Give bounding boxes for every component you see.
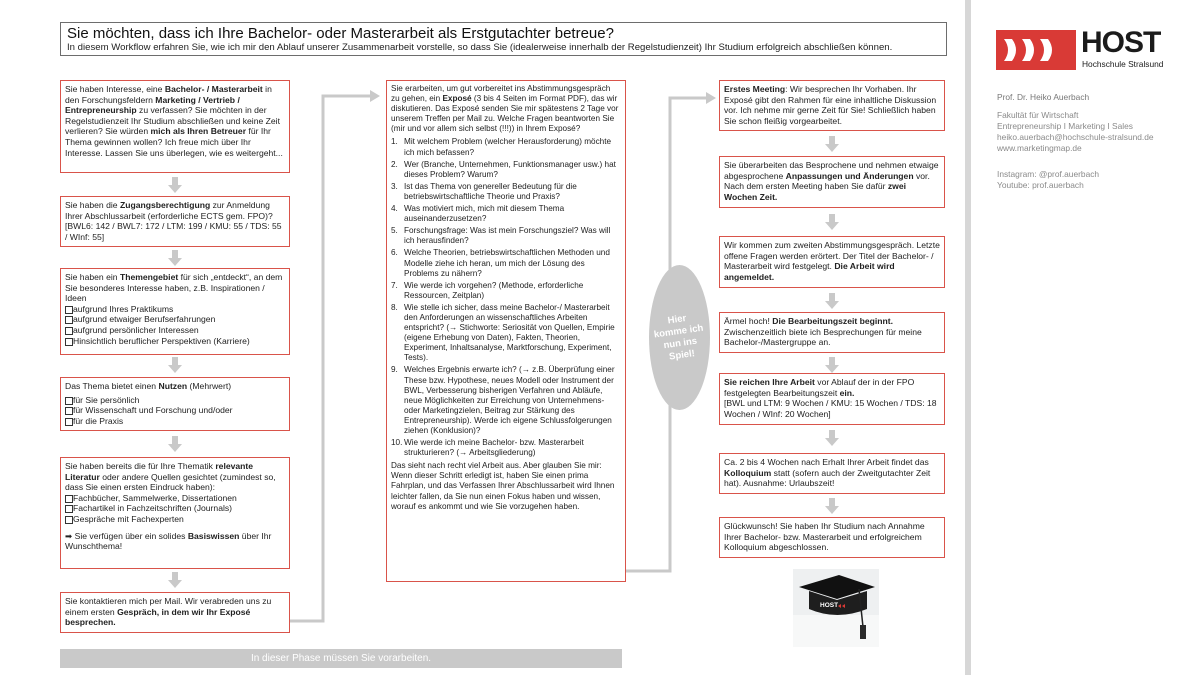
step-revision-bold-2: zwei Wochen Zeit. xyxy=(724,181,907,202)
question-list xyxy=(391,137,621,458)
step-literature-box xyxy=(60,457,290,569)
question-text: Wie werde ich meine Bachelor- bzw. Masterarbeit strukturieren? (→ Arbeitsgliederung) xyxy=(404,438,584,458)
step-contact-text: Sie kontaktieren mich per Mail. Wir verabreden uns zu einem ersten xyxy=(65,596,272,617)
step-colloquium-bold: Kolloquium xyxy=(724,467,772,478)
step-interest-bold-3: mich als Ihren Betreuer xyxy=(150,126,247,137)
question-number: 7. xyxy=(391,280,398,290)
question-text: Wie werde ich vorgehen? (Methode, erforderliche Ressourcen, Zeitplan) xyxy=(404,280,584,300)
question-item xyxy=(391,204,621,224)
arrow-down xyxy=(825,136,839,152)
arrow-down xyxy=(825,293,839,309)
expose-intro-text-1: Sie erarbeiten, um gut vorbereitet ins Abstimmungsgespräch zu gehen, ein xyxy=(391,84,611,104)
step-revision-bold-1: Anpassungen und Änderungen xyxy=(785,170,914,181)
question-item xyxy=(391,303,621,364)
question-item xyxy=(391,438,621,458)
expose-intro-text-2: (3 bis 4 Seiten im Format PDF), das wir diskutieren. Das Exposé senden Sie mir spätestens 2 Tage vor unserem Treffen per Mail zu. Welche Fragen beantworten Sie (mir und vor allem sich selbst (!!!)) in Ihrem Exposé? xyxy=(391,94,619,134)
logo-wordmark: HOST xyxy=(1081,26,1161,59)
question-number: 5. xyxy=(391,226,398,236)
website-link[interactable]: www.marketingmap.de xyxy=(997,143,1082,153)
question-number: 6. xyxy=(391,248,398,258)
logo-subtitle: Hochschule Stralsund xyxy=(1082,59,1164,69)
step-processing-bold: Die Bearbeitungszeit beginnt. xyxy=(772,316,894,326)
checkbox-item: für die Praxis xyxy=(65,416,285,427)
step-literature-text-2: oder andere Quellen gesichtet (zumindest so, dass Sie einen ersten Eindruck haben): xyxy=(65,471,276,493)
step-second-meeting-text: Wir kommen zum zweiten Abstimmungsgespräch. Letzte offene Fragen werden erörtert. Der Titel der Bachelor- / Masterarbeit wird festgelegt. xyxy=(724,240,940,272)
step-colloquium-text-2: statt (sofern auch der Zweitgutachter Zeit hat). Ausnahme: Urlaubszeit! xyxy=(724,467,931,489)
checkbox-item: aufgrund Ihres Praktikums xyxy=(65,304,285,315)
checkbox-item: Fachbücher, Sammelwerke, Dissertationen xyxy=(65,493,285,504)
arrow-down xyxy=(168,177,182,193)
question-text: Forschungsfrage: Was ist mein Forschungsziel? Was will ich herausfinden? xyxy=(404,226,611,246)
question-text: Mit welchem Problem (welcher Herausforderung) möchte ich mich befassen? xyxy=(404,137,612,157)
question-text: Ist das Thema von genereller Bedeutung für die betriebswirtschaftliche Theorie und Praxis? xyxy=(404,181,577,201)
step-value-bold: Nutzen xyxy=(158,381,188,391)
connector-col1-to-col2 xyxy=(290,96,370,621)
step-first-meeting-box xyxy=(719,80,945,131)
page-subtitle: In diesem Workflow erfahren Sie, wie ich mir den Ablauf unserer Zusammenarbeit vorstelle, so dass Sie (idealerweise innerhalb der Regelstudienzeit) Ihr Studium erfolgreich abschließen können. xyxy=(67,42,893,53)
callout-oval-text: Hier komme ich nun ins Spiel! xyxy=(653,312,704,363)
step-value-text-2: (Mehrwert) xyxy=(187,381,232,391)
question-number: 10. xyxy=(391,438,403,448)
step-processing-text-2: Zwischenzeitlich biete ich Besprechungen für meine Bachelor-/Mastergruppe an. xyxy=(724,326,922,348)
checkbox-item: für Sie persönlich xyxy=(65,395,285,406)
step-interest-bold-1: Bachelor- / Masterarbeit xyxy=(164,84,263,94)
arrow-down xyxy=(825,357,839,373)
graduation-cap-photo xyxy=(793,569,879,647)
step-submission-bold-2: ein. xyxy=(839,387,855,398)
step-value-box xyxy=(60,377,290,431)
step-interest-text-1: Sie haben Interesse, eine xyxy=(65,84,165,94)
arrow-down xyxy=(168,572,182,588)
faculty-line: Fakultät für Wirtschaft xyxy=(997,110,1079,120)
step-interest-box xyxy=(60,80,290,173)
arrowhead-col2 xyxy=(370,90,380,102)
graduation-cap-icon xyxy=(793,569,879,647)
question-text: Was motiviert mich, mich mit diesem Thema auseinanderzusetzen? xyxy=(404,204,565,224)
step-submission-weeks: [BWL und LTM: 9 Wochen / KMU: 15 Wochen / TDS: 18 Wochen / WInf: 20 Wochen] xyxy=(724,398,937,419)
expose-box xyxy=(386,80,626,582)
checkbox-item: aufgrund etwaiger Berufserfahrungen xyxy=(65,314,285,325)
question-number: 4. xyxy=(391,204,398,214)
step-interest-text-3: zu verfassen? Sie möchten in der Regelstudienzeit Ihr Studium abschließen und keine Zeit verlieren? Sie würden xyxy=(65,105,280,137)
expose-intro-bold: Exposé xyxy=(442,94,472,104)
step-congrats-box xyxy=(719,517,945,558)
arrow-right-icon: ➡ xyxy=(65,530,73,541)
arrow-down xyxy=(825,214,839,230)
chevron-marks-icon xyxy=(996,30,1076,70)
arrow-down xyxy=(168,250,182,266)
step-interest-bold-2: Marketing / Vertrieb / Entrepreneurship xyxy=(65,94,240,116)
arrowhead-col3 xyxy=(706,92,716,104)
question-text: Welche Theorien, betriebswirtschaftlichen Methoden und Modelle ziehe ich heran, um mich der Lösung des Problems zu nähern? xyxy=(404,248,610,278)
arrow-down xyxy=(168,436,182,452)
step-literature-text-1: Sie haben bereits die für Ihre Thematik xyxy=(65,461,216,471)
question-number: 9. xyxy=(391,365,398,375)
step-eligibility-text-2: zur Anmeldung Ihrer Abschlussarbeit (erforderliche ECTS gem. FPO)? xyxy=(65,200,273,221)
question-text: Welches Ergebnis erwarte ich? (→ z.B. Überprüfung einer These bzw. Hypothese, neues Modell oder Instrument der BWL, Verbesserung bisherigen Verfahren und Abläufe, neue Möglichkeiten zur Erreichung von Unternehmens- oder Marketingzielen, Beitrag zur Stärkung des Entrepreneurship). Werde ich eigene Schlussfolgerungen ziehen (Konklusion)? xyxy=(404,365,615,435)
step-submission-box xyxy=(719,373,945,425)
step-congrats-text: Glückwunsch! Sie haben Ihr Studium nach Annahme Ihrer Bachelor- bzw. Masterarbeit und erfolgreichem Kolloquium abgeschlossen. xyxy=(724,521,925,553)
question-number: 8. xyxy=(391,302,398,312)
question-text: Wie stelle ich sicher, dass meine Bachelor-/ Masterarbeit den Anforderungen an wissenschaftliches Arbeiten entspricht? (→ Stichworte: Seriosität von Quellen, Empirie (eigene Erhebung von Daten), Fakten, Theorien, Experiment, Inhaltsanalyse, Marktforschung, Experiment, Tests). xyxy=(404,302,615,363)
expose-outro-text: Das sieht nach recht viel Arbeit aus. Aber glauben Sie mir: Wenn dieser Schritt erledigt ist, haben Sie einen prima Fahrplan, und das Verfassen Ihrer Abschlussarbeit wird Ihnen leichter fallen, da Sie nun einen Fokus haben und wissen, worauf es ankommt und wie Sie vorzugehen haben. xyxy=(391,461,615,511)
checkbox-item: Gespräche mit Fachexperten xyxy=(65,514,285,525)
email-link[interactable]: heiko.auerbach@hochschule-stralsund.de xyxy=(997,132,1154,142)
arrow-down xyxy=(168,357,182,373)
checkbox-item: Hinsichtlich beruflicher Perspektiven (Karriere) xyxy=(65,336,285,347)
step-submission-bold-1: Sie reichen Ihre Arbeit xyxy=(724,377,815,387)
step-value-text-1: Das Thema bietet einen xyxy=(65,381,159,391)
question-item xyxy=(391,137,621,157)
callout-oval xyxy=(649,265,710,410)
professor-name: Prof. Dr. Heiko Auerbach xyxy=(997,92,1090,102)
step-literature-bold: relevante Literatur xyxy=(65,461,254,482)
step-eligibility-text-1: Sie haben die xyxy=(65,200,120,210)
step-colloquium-box xyxy=(719,453,945,494)
step-topic-text-1: Sie haben ein xyxy=(65,272,120,282)
step-literature-text-4: über Ihr Wunschthema! xyxy=(65,530,272,552)
arrow-down xyxy=(825,498,839,514)
step-processing-box xyxy=(719,312,945,353)
step-topic-text-2: für sich „entdeckt“, an dem Sie besonderes Interesse haben, z.B. Inspirationen / Ideen xyxy=(65,272,283,304)
arrow-down xyxy=(825,430,839,446)
step-submission-text-1: vor Ablauf der in der FPO festgelegten Bearbeitungszeit xyxy=(724,377,915,398)
youtube-link[interactable]: Youtube: prof.auerbach xyxy=(997,180,1084,190)
step-interest-text-2: in den Forschungsfeldern xyxy=(65,84,272,105)
question-number: 1. xyxy=(391,137,398,147)
step-eligibility-ects: [BWL6: 142 / BWL7: 172 / LTM: 199 / KMU: 55 / TDS: 55 / WInf: 55] xyxy=(65,221,282,242)
step-first-meeting-text: : Wir besprechen Ihr Vorhaben. Ihr Exposé gibt den Rahmen für eine inhaltliche Diskussion vor. Ich nehme mir gerne Zeit für Sie! Schließlich haben Sie schon fleißig vorgearbeitet. xyxy=(724,84,937,126)
question-item xyxy=(391,182,621,202)
fields-line: Entrepreneurship I Marketing I Sales xyxy=(997,121,1133,131)
step-second-meeting-box xyxy=(719,236,945,288)
step-interest-text-4: für Ihr Thema gewinnen wollen? Ich freue mich über Ihr Interesse. Lassen Sie uns überlegen, wie es weitergeht... xyxy=(65,126,283,158)
step-contact-box xyxy=(60,592,290,633)
question-number: 2. xyxy=(391,159,398,169)
logo-chevrons-icon xyxy=(996,30,1076,70)
phase-bar: In dieser Phase müssen Sie vorarbeiten. xyxy=(60,649,622,668)
question-item xyxy=(391,226,621,246)
question-item xyxy=(391,160,621,180)
question-item xyxy=(391,281,621,301)
checkbox-item: aufgrund persönlicher Interessen xyxy=(65,325,285,336)
page-title: Sie möchten, dass ich Ihre Bachelor- oder Masterarbeit als Erstgutachter betreue? xyxy=(67,25,614,42)
step-topic-bold: Themengebiet xyxy=(119,272,179,282)
step-eligibility-box xyxy=(60,196,290,247)
question-item xyxy=(391,365,621,436)
step-first-meeting-bold: Erstes Meeting xyxy=(724,84,786,94)
question-text: Wer (Branche, Unternehmen, Funktionsmanager usw.) hat dieses Problem? Warum? xyxy=(404,159,616,179)
step-second-meeting-bold: Die Arbeit wird angemeldet. xyxy=(724,261,895,282)
step-colloquium-text-1: Ca. 2 bis 4 Wochen nach Erhalt Ihrer Arbeit findet das xyxy=(724,457,929,467)
step-revision-box xyxy=(719,156,945,208)
step-contact-bold: Gespräch, in dem wir Ihr Exposé besprechen. xyxy=(65,606,251,628)
host-logo xyxy=(996,26,1174,70)
step-revision-text-2: vor. Nach dem ersten Meeting haben Sie dafür xyxy=(724,170,930,192)
instagram-link[interactable]: Instagram: @prof.auerbach xyxy=(997,169,1100,179)
step-topic-box xyxy=(60,268,290,355)
question-number: 3. xyxy=(391,181,398,191)
step-eligibility-bold: Zugangsberechtigung xyxy=(119,200,211,210)
step-processing-text-1: Ärmel hoch! xyxy=(724,316,773,326)
step-literature-bold-2: Basiswissen xyxy=(187,530,240,541)
step-revision-text-1: Sie überarbeiten das Besprochene und nehmen etwaige abgesprochene xyxy=(724,160,939,181)
cap-label: HOST xyxy=(820,602,839,609)
question-item xyxy=(391,248,621,278)
checkbox-item: für Wissenschaft und Forschung und/oder xyxy=(65,405,285,416)
checkbox-item: Fachartikel in Fachzeitschriften (Journals) xyxy=(65,503,285,514)
step-literature-text-3: Sie verfügen über ein solides xyxy=(72,530,188,541)
